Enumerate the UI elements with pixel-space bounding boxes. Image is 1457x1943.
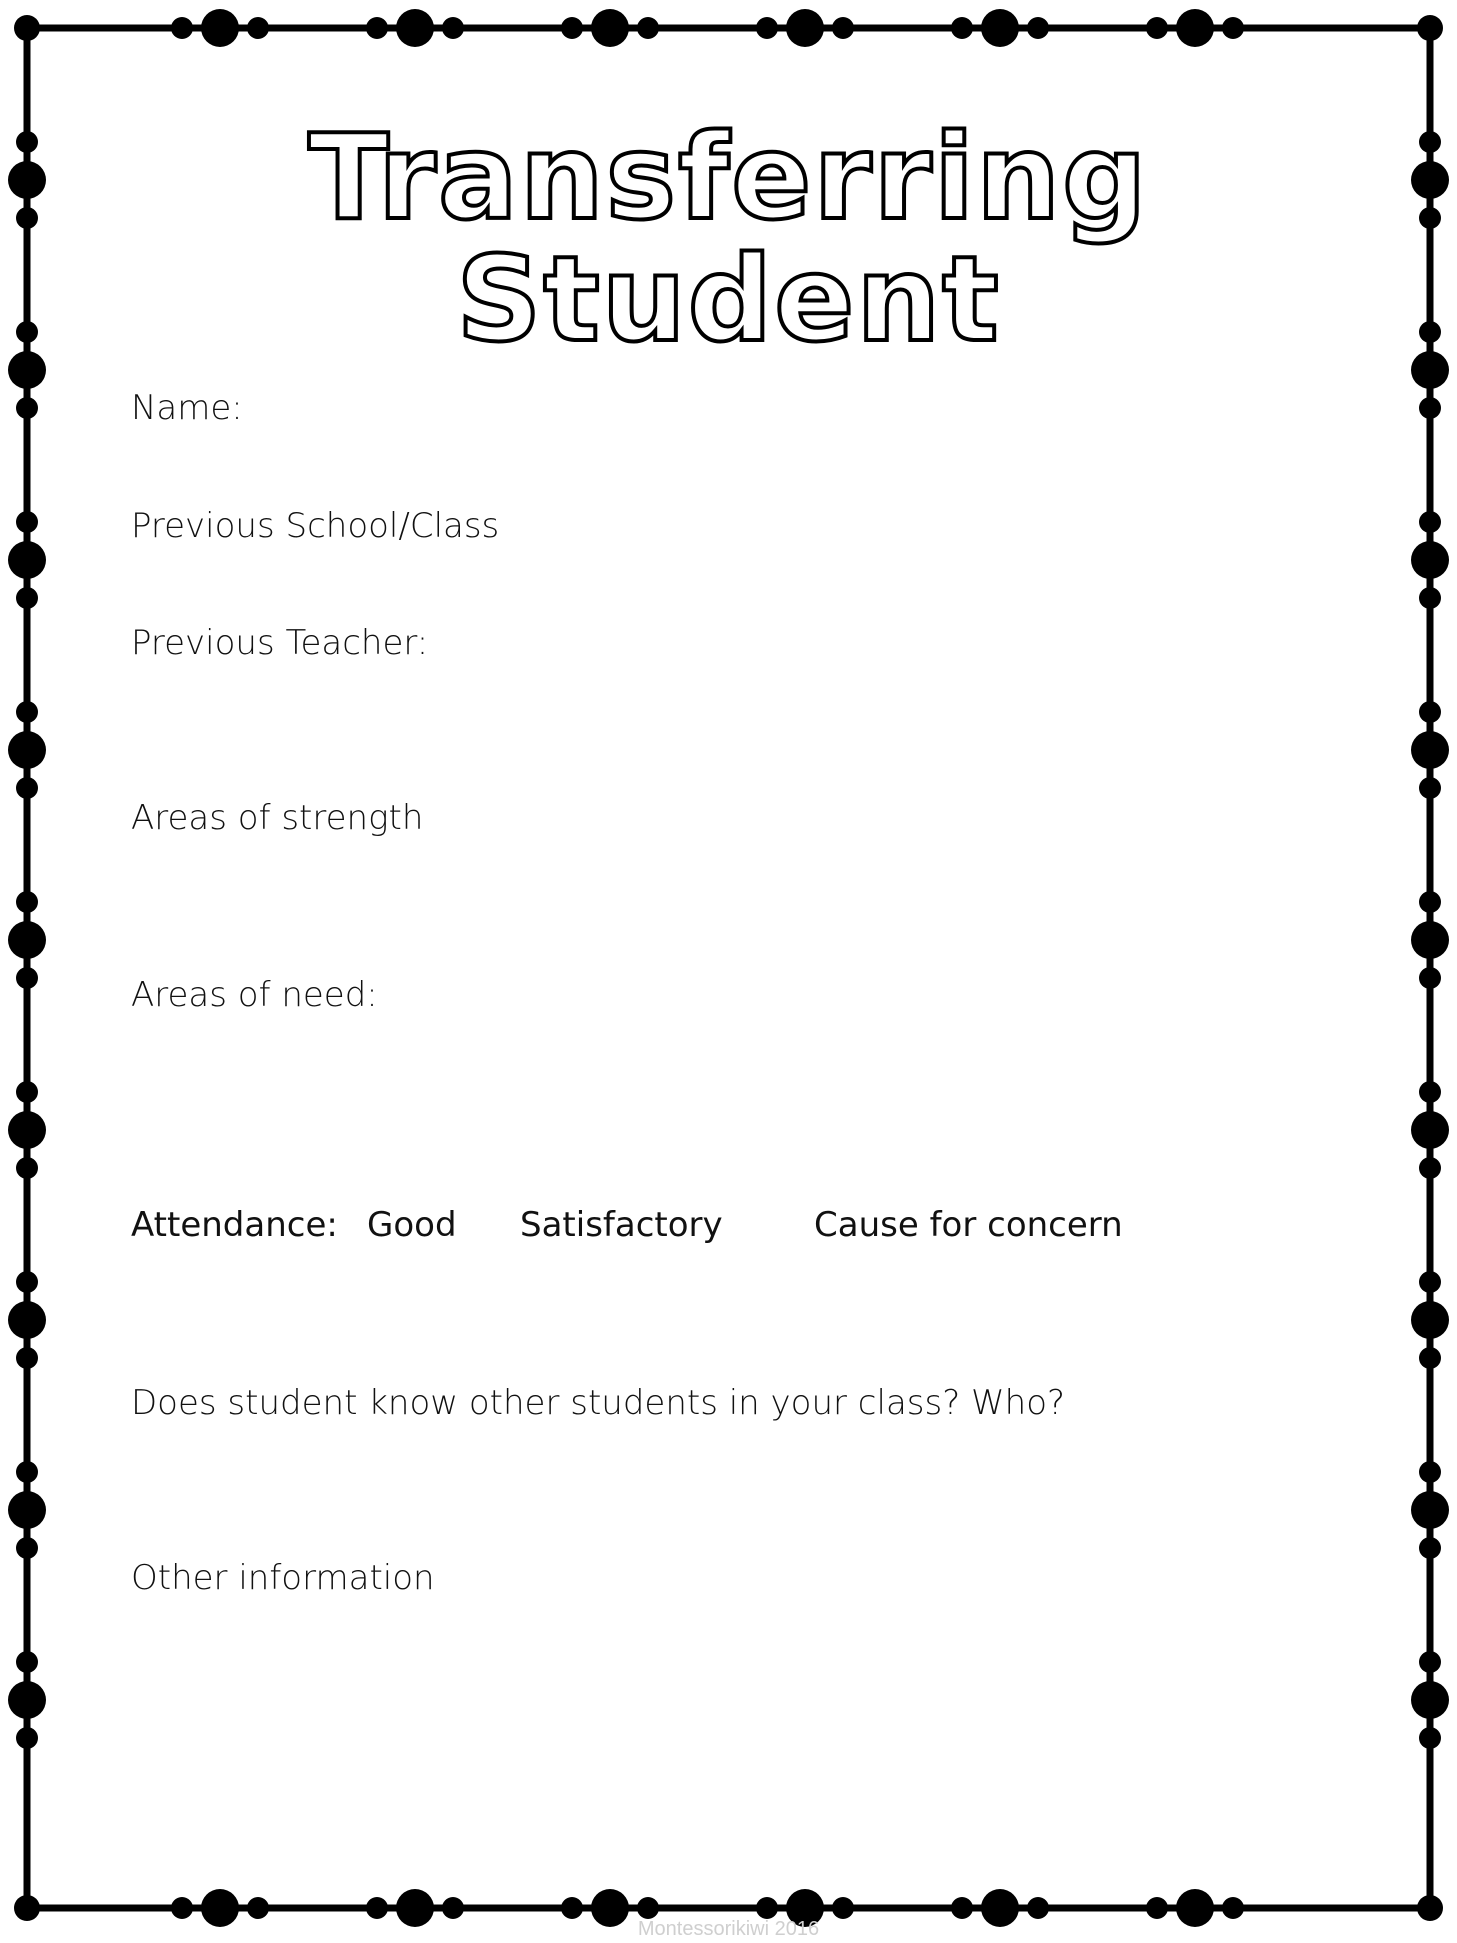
frame-dot xyxy=(951,1897,973,1919)
frame-dot xyxy=(366,17,388,39)
frame-dot xyxy=(8,1301,46,1339)
frame-dot xyxy=(16,777,38,799)
areas-of-strength-label: Areas of strength xyxy=(131,798,424,838)
frame-dot xyxy=(16,967,38,989)
frame-dot xyxy=(16,701,38,723)
name-label: Name: xyxy=(131,388,243,428)
frame-dot xyxy=(561,1897,583,1919)
frame-dot xyxy=(1419,1157,1441,1179)
frame-dot xyxy=(1419,511,1441,533)
frame-dot xyxy=(1146,17,1168,39)
attendance-label: Attendance: xyxy=(131,1205,338,1245)
frame-dot xyxy=(16,587,38,609)
areas-of-need-label: Areas of need: xyxy=(131,975,378,1015)
previous-teacher-label: Previous Teacher: xyxy=(131,623,429,663)
frame-dot xyxy=(1411,1491,1449,1529)
knows-students-label: Does student know other students in your class? Who? xyxy=(131,1383,1066,1423)
frame-dot xyxy=(1419,701,1441,723)
frame-dot xyxy=(1419,1461,1441,1483)
other-information-label: Other information xyxy=(131,1558,435,1598)
frame-dot xyxy=(1411,731,1449,769)
frame-dot xyxy=(16,891,38,913)
frame-dot xyxy=(16,511,38,533)
frame-dot xyxy=(786,9,824,47)
frame-dot xyxy=(1411,1301,1449,1339)
frame-dot xyxy=(16,397,38,419)
frame-dot xyxy=(366,1897,388,1919)
frame-dot xyxy=(16,1461,38,1483)
frame-dot xyxy=(16,1651,38,1673)
frame-dot xyxy=(8,1681,46,1719)
frame-dot xyxy=(1411,1681,1449,1719)
frame-dot xyxy=(247,1897,269,1919)
frame-dot xyxy=(8,731,46,769)
frame-dot xyxy=(951,17,973,39)
frame-dot xyxy=(16,1727,38,1749)
frame-dot xyxy=(981,9,1019,47)
frame-dot xyxy=(1411,1111,1449,1149)
frame-dot xyxy=(201,9,239,47)
frame-dot xyxy=(1419,1537,1441,1559)
frame-dot xyxy=(396,9,434,47)
footer-watermark: Montessorikiwi 2016 xyxy=(637,1918,820,1940)
attendance-option-cause-for-concern: Cause for concern xyxy=(814,1205,1123,1245)
frame-dot xyxy=(1417,15,1443,41)
frame-dot xyxy=(442,1897,464,1919)
frame-dot xyxy=(16,1347,38,1369)
frame-dot xyxy=(1027,17,1049,39)
frame-dot xyxy=(8,1491,46,1529)
frame-dot xyxy=(1222,1897,1244,1919)
frame-dot xyxy=(637,1897,659,1919)
frame-dot xyxy=(1419,1727,1441,1749)
frame-dot xyxy=(8,921,46,959)
frame-dot xyxy=(832,1897,854,1919)
frame-dot xyxy=(247,17,269,39)
frame-dot xyxy=(1411,921,1449,959)
frame-dot xyxy=(832,17,854,39)
attendance-option-good: Good xyxy=(367,1205,457,1245)
frame-dot xyxy=(756,1897,778,1919)
frame-dot xyxy=(1419,1271,1441,1293)
frame-dot xyxy=(1419,777,1441,799)
page-title-line-2: Student xyxy=(456,230,1001,368)
frame-dot xyxy=(1419,587,1441,609)
frame-dot xyxy=(637,17,659,39)
frame-dot xyxy=(16,1271,38,1293)
frame-dot xyxy=(561,17,583,39)
frame-dot xyxy=(171,1897,193,1919)
frame-dot xyxy=(1419,891,1441,913)
page-title-line-1: Transferring xyxy=(308,108,1149,246)
frame-dot xyxy=(1027,1897,1049,1919)
frame-dot xyxy=(1419,1651,1441,1673)
frame-dot xyxy=(16,1537,38,1559)
frame-dot xyxy=(1419,1081,1441,1103)
frame-dot xyxy=(442,17,464,39)
frame-dot xyxy=(8,1111,46,1149)
previous-school-label: Previous School/Class xyxy=(131,506,500,546)
frame-dot xyxy=(1146,1897,1168,1919)
frame-dot xyxy=(8,541,46,579)
frame-dot xyxy=(1419,397,1441,419)
frame-dot xyxy=(171,17,193,39)
frame-dot xyxy=(1411,541,1449,579)
frame-dot xyxy=(14,15,40,41)
frame-dot xyxy=(1176,9,1214,47)
frame-dot xyxy=(591,9,629,47)
frame-dot xyxy=(16,1157,38,1179)
frame-dot xyxy=(1222,17,1244,39)
frame-dot xyxy=(16,1081,38,1103)
frame-dot xyxy=(1419,967,1441,989)
frame-dot xyxy=(756,17,778,39)
frame-dot xyxy=(1419,1347,1441,1369)
attendance-option-satisfactory: Satisfactory xyxy=(520,1205,723,1245)
